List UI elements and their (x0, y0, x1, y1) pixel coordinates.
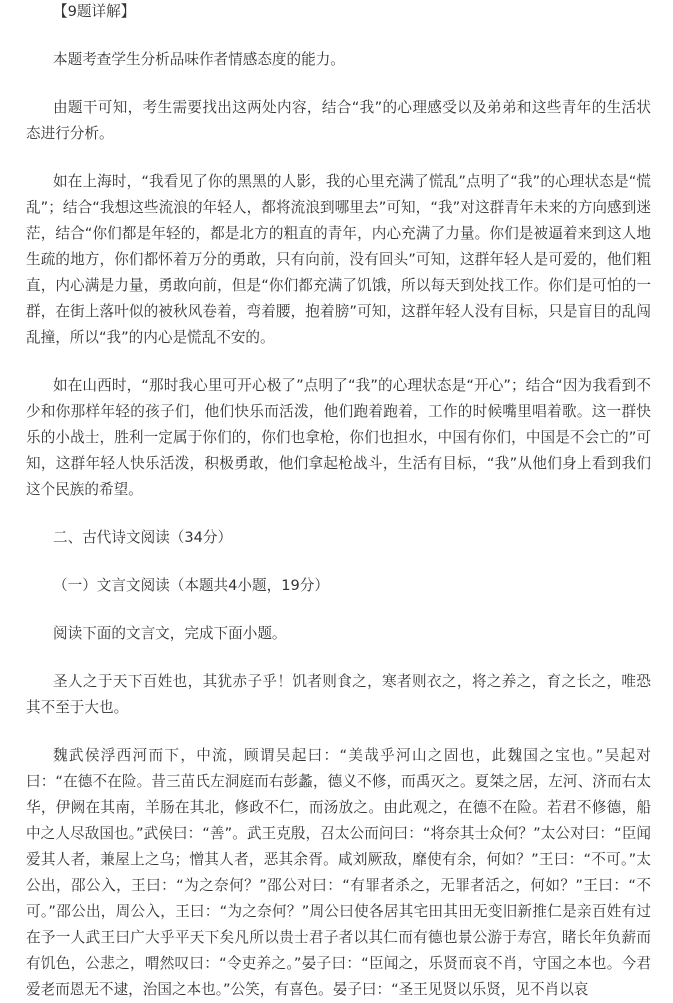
passage-paragraph-2: 魏武侯浮西河而下，中流，顾谓吴起曰：“美哉乎河山之固也，此魏国之宝也。”吴起对曰：“在德不在险。昔三苗氏左洞庭而右彭蠡，德义不修，而禹灭之。夏桀之居，左河、济而右太华，伊阙在其南，羊肠在其北，修政不仁，而汤放之。由此观之，在德不在险。若君不修德，船中之人尽敌国也。”武侯曰：“善”。武王克殷，召太公而问曰：“将奈其士众何？”太公对曰：“臣闻爱其人者，兼屋上之乌；憎其人者，恶其余胥。咸刘厥敌，靡使有余，何如？”王曰：“不可。”太公出，邵公入，王曰：“为之奈何？”邵公对曰：“有罪者杀之，无罪者活之，何如？”王曰：“不可。”邵公出，周公入，王曰：“为之奈何？”周公曰使各居其宅田其田无变旧新推仁是亲百姓有过在予一人武王曰广大乎平天下矣凡所以贵士君子者以其仁而有德也景公游于寿宫，睹长年负薪而有饥色，公悲之，喟然叹曰：“令吏养之。”晏子曰：“臣闻之，乐贤而哀不肖，守国之本也。今君爱老而恩无不逮，治国之本也。”公笑，有喜色。晏子曰：“圣王见贤以乐贤，见不肖以哀 (26, 747, 651, 998)
section-title-classical-reading: 二、古代诗文阅读（34分） (53, 529, 233, 546)
passage-paragraph-1: 圣人之于天下百姓也，其犹赤子乎！饥者则食之，寒者则衣之，将之养之，育之长之，唯恐其不至于大也。 (26, 673, 651, 716)
paragraph-analysis-intro: 由题干可知，考生需要找出这两处内容，结合“我”的心理感受以及弟弟和这些青年的生活状态进行分析。 (26, 99, 651, 142)
paragraph-shanghai: 如在上海时，“我看见了你的黑黑的人影，我的心里充满了慌乱”点明了“我”的心理状态是“慌乱”；结合“我想这些流浪的年轻人，都将流浪到哪里去”可知，“我”对这群青年未来的方向感到迷茫，结合“你们都是年轻的，都是北方的粗直的青年，内心充满了力量。你们是被逼着来到这人地生疏的地方，你们都怀着万分的勇敢，只有向前，没有回头”可知，这群年轻人是可爱的，他们粗直，内心满是力量，勇敢向前，但是“你们都充满了饥饿，所以每天到处找工作。你们是可怕的一群，在街上落叶似的被秋风卷着，弯着腰，抱着膀”可知，这群年轻人没有目标，只是盲目的乱闯乱撞，所以“我”的内心是慌乱不安的。 (26, 173, 651, 346)
paragraph-shanxi: 如在山西时，“那时我心里可开心极了”点明了“我”的心理状态是“开心”；结合“因为我看到不少和你那样年轻的孩子们，他们快乐而活泼，他们跑着跑着，工作的时候嘴里唱着歌。这一群快乐的小战士，胜利一定属于你们的，你们也拿枪，你们也担水，中国有你们，中国是不会亡的”可知，这群年轻人快乐活泼，积极勇敢，他们拿起枪战斗，生活有目标，“我”从他们身上看到我们这个民族的希望。 (26, 377, 651, 498)
section-heading: 【9题详解】 (53, 3, 136, 20)
paragraph-ability: 本题考查学生分析品味作者情感态度的能力。 (53, 51, 345, 68)
reading-instruction: 阅读下面的文言文，完成下面小题。 (53, 625, 287, 642)
subsection-title-classical-prose: （一）文言文阅读（本题共4小题，19分） (53, 577, 329, 594)
